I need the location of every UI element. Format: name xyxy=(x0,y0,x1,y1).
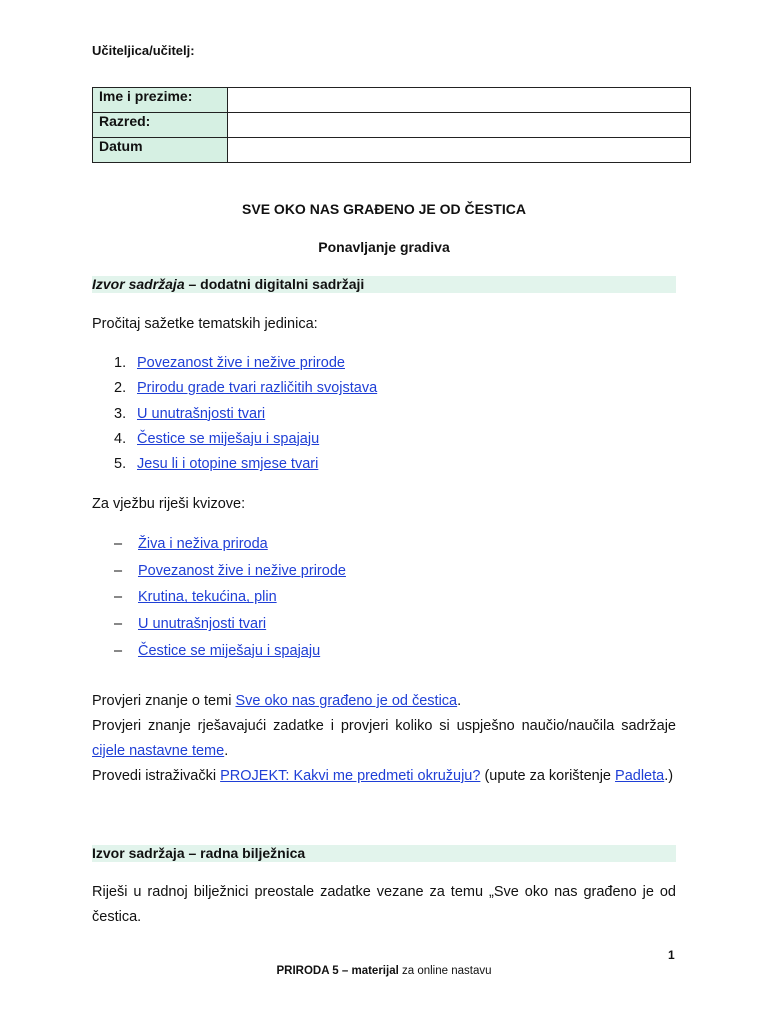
quiz-instruction: Za vježbu riješi kvizove: xyxy=(92,496,246,512)
project-line xyxy=(92,764,676,789)
student-info-table xyxy=(92,87,691,163)
project-link[interactable]: PROJEKT: Kakvi me predmeti okružuju? xyxy=(220,768,481,784)
quiz-link[interactable]: Povezanost žive i nežive prirode xyxy=(138,562,346,579)
footer-bold: PRIRODA 5 – materijal xyxy=(276,965,402,977)
check-text: . xyxy=(224,743,229,759)
padlet-link[interactable]: Padleta xyxy=(615,768,665,784)
quiz-link[interactable]: Živa i neživa priroda xyxy=(138,536,268,552)
quiz-link[interactable]: Krutina, tekućina, plin xyxy=(138,589,277,606)
class-value[interactable] xyxy=(228,113,691,138)
quiz-list xyxy=(92,533,346,666)
table-row xyxy=(93,88,691,113)
read-instruction: Pročitaj sažetke tematskih jedinica: xyxy=(92,316,318,332)
summary-list xyxy=(92,352,377,478)
check-paragraphs xyxy=(92,689,676,789)
quiz-link[interactable]: U unutrašnjosti tvari xyxy=(138,616,267,633)
list-item xyxy=(92,453,377,478)
section-heading-italic: Izvor sadržaja xyxy=(92,276,185,292)
quiz-link[interactable]: Čestice se miješaju i spajaju xyxy=(138,642,321,659)
list-number: 1. xyxy=(114,355,127,371)
list-item xyxy=(92,560,346,587)
date-value[interactable] xyxy=(228,138,691,163)
whole-topic-link[interactable]: cijele nastavne teme xyxy=(92,743,225,759)
section-heading-workbook: Izvor sadržaja – radna bilježnica xyxy=(92,845,676,862)
summary-link[interactable]: U unutrašnjosti tvari xyxy=(137,405,266,422)
check-all-line xyxy=(92,714,676,764)
list-item xyxy=(92,613,346,640)
check-text: Provedi istraživački xyxy=(92,768,221,784)
list-item xyxy=(92,377,377,402)
check-text: Provjeri znanje o temi xyxy=(92,693,236,709)
list-number: 2. xyxy=(114,380,127,397)
check-text: .) xyxy=(664,768,674,784)
workbook-instruction: Riješi u radnoj bilježnici preostale zadatke vezane za temu „Sve oko nas građeno je od čestica. xyxy=(92,884,676,925)
list-dash: – xyxy=(114,642,123,659)
list-dash: – xyxy=(114,589,123,606)
list-item xyxy=(92,533,346,560)
list-item xyxy=(92,586,346,613)
section-heading-rest: – dodatni digitalni sadržaji xyxy=(184,276,365,292)
table-row xyxy=(93,138,691,163)
check-text: Provjeri znanje rješavajući zadatke i provjeri koliko si uspješno naučio/naučila sadržaje xyxy=(92,718,676,734)
summary-link[interactable]: Prirodu grade tvari različitih svojstava xyxy=(137,380,378,397)
list-item xyxy=(92,428,377,453)
page-subtitle: Ponavljanje gradiva xyxy=(318,239,450,255)
list-item xyxy=(92,352,377,377)
name-value[interactable] xyxy=(228,88,691,113)
section-heading-digital xyxy=(92,276,676,293)
teacher-label: Učiteljica/učitelj: xyxy=(92,43,195,58)
list-number: 4. xyxy=(114,430,127,447)
summary-link[interactable]: Povezanost žive i nežive prirode xyxy=(137,355,345,371)
list-number: 5. xyxy=(114,456,127,473)
table-row xyxy=(93,113,691,138)
summary-link[interactable]: Jesu li i otopine smjese tvari xyxy=(137,456,319,473)
page-number: 1 xyxy=(668,948,675,962)
check-text: (upute za korištenje xyxy=(480,768,616,784)
list-dash: – xyxy=(114,536,123,552)
topic-link[interactable]: Sve oko nas građeno je od čestica xyxy=(235,693,458,709)
page-footer xyxy=(0,965,768,977)
list-number: 3. xyxy=(114,405,127,422)
date-label: Datum xyxy=(93,138,228,163)
class-label: Razred: xyxy=(93,113,228,138)
list-dash: – xyxy=(114,616,123,633)
name-label: Ime i prezime: xyxy=(93,88,228,113)
list-item xyxy=(92,640,346,667)
list-item xyxy=(92,403,377,428)
footer-rest: za online nastavu xyxy=(401,965,492,977)
page-title: SVE OKO NAS GRAĐENO JE OD ČESTICA xyxy=(242,201,526,217)
check-topic-line xyxy=(92,689,676,714)
list-dash: – xyxy=(114,562,123,579)
check-text: . xyxy=(457,693,462,709)
summary-link[interactable]: Čestice se miješaju i spajaju xyxy=(137,430,320,447)
